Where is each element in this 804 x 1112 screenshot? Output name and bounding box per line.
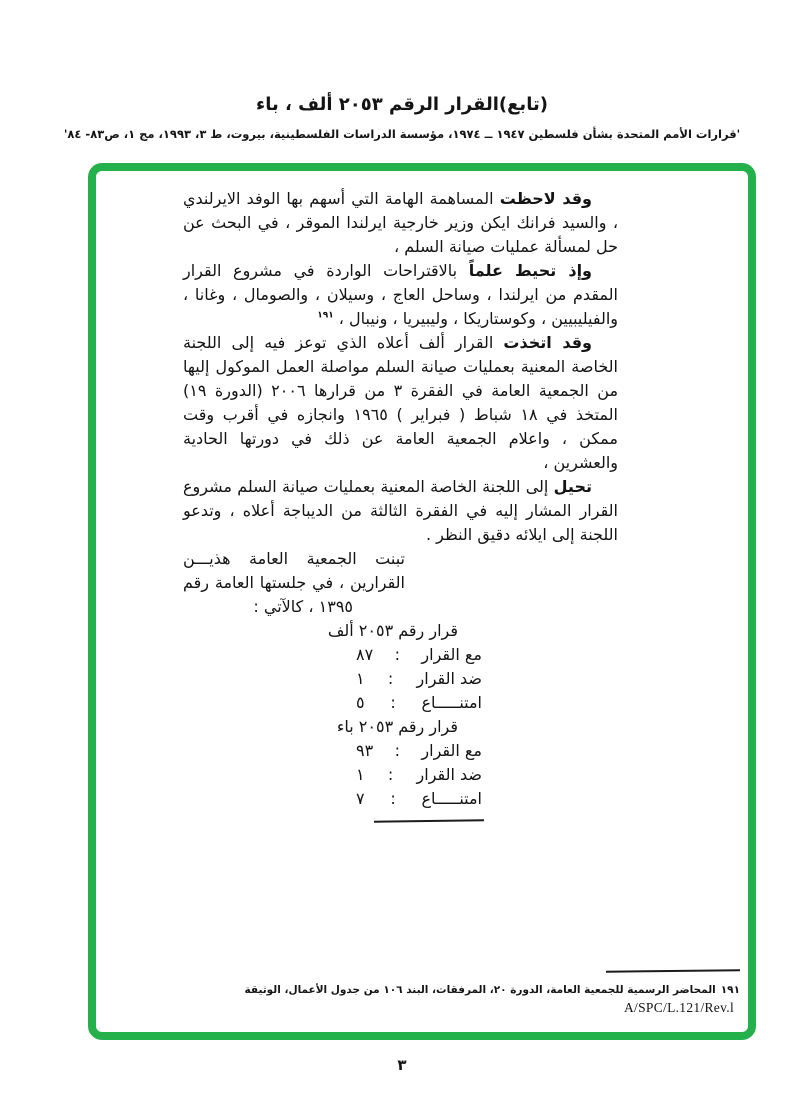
vote-label: ضد القرار [416, 669, 482, 688]
vote-label: ضد القرار [416, 765, 482, 784]
vote-label: امتنـــــاع [421, 789, 482, 808]
paragraph-text: القرار ألف أعلاه الذي توعز فيه إلى اللجنة الخاصة المعنية بعمليات صيانة السلم مواصلة العمل الموكول إليها من الجمعية العامة في الفقرة ٣ من قرارها ٢٠٠٦ (الدورة ١٩) المتخذ في ١٨ شباط ( فبراير ) ١٩٦٥ وانجازه في أقرب وقت ممكن ، واعلام الجمعية العامة عن ذلك في دورتها الحادية والعشرين ، [183, 333, 619, 472]
resolution-a-title: قرار رقم ٢٠٥٣ ألف [327, 621, 458, 640]
adoption-line: القرارين ، في جلستها العامة رقم [183, 573, 405, 592]
adoption-note [183, 547, 405, 619]
vote-value: ٥ [356, 693, 365, 712]
paragraph-text: إلى اللجنة الخاصة المعنية بعمليات صيانة السلم مشروع القرار المشار إليه في الفقرة الثالثة من الديباجة أعلاه ، وتدعو اللجنة إلى ايلائه دقيق النظر . [183, 477, 618, 544]
adoption-line: ١٣٩٥ ، كالآتي : [253, 597, 353, 616]
footnote-text: المحاضر الرسمية للجمعية العامة، الدورة ٢٠، المرفقات، البند ١٠٦ من جدول الأعمال، الوثيقة [244, 984, 716, 996]
vote-colon: : [387, 669, 394, 688]
paragraph-noted [183, 187, 618, 259]
vote-label: امتنـــــاع [421, 693, 482, 712]
footnote-reference: ١٩١ [317, 310, 334, 321]
vote-label: مع القرار [421, 741, 482, 760]
vote-value: ٧ [356, 789, 365, 808]
paragraph-refers [183, 475, 618, 547]
page-number: ٣ [397, 1056, 407, 1074]
vote-colon: : [390, 693, 396, 712]
vote-row-against [356, 667, 482, 691]
paragraph-lead: تحيل [553, 477, 592, 496]
vote-colon: : [387, 765, 394, 784]
vote-colon: : [394, 645, 400, 664]
paragraph-text: المساهمة الهامة التي أسهم بها الوفد الايرلندي ، والسيد فرانك ايكن وزير خارجية ايرلندا الموقر ، في البحث عن حل لمسألة عمليات صيانة السلم ، [183, 189, 618, 256]
green-border-frame [88, 163, 756, 1040]
adoption-line: تبنت الجمعية العامة هذيـــن [183, 549, 405, 568]
paragraph-lead: وقد لاحظت [499, 189, 592, 208]
source-citation: 'قرارات الأمم المتحدة بشأن فلسطين ١٩٤٧ ــ ١٩٧٤، مؤسسة الدراسات الفلسطينية، بيروت، ط ٣، ١٩٩٣، مج ١، ص٨٣- ٨٤' [63, 127, 741, 141]
vote-row-abstain [356, 787, 482, 811]
vote-row-with [356, 643, 482, 667]
vote-value: ٩٣ [356, 741, 374, 760]
resolution-b-title: قرار رقم ٢٠٥٣ باء [336, 717, 458, 736]
footnote-rule [606, 969, 740, 972]
footnote-marker: ١٩١ [720, 984, 740, 996]
vote-row-against [356, 763, 482, 787]
paragraph-text: بالاقتراحات الواردة في مشروع القرار المقدم من ايرلندا ، وساحل العاج ، وسيلان ، والصومال ، وغانا ، والفيليبيين ، وكوستاريكا ، وليبيريا ، ونيبال ، [183, 261, 618, 328]
vote-row-abstain [356, 691, 482, 715]
body-text-column [183, 187, 618, 822]
document-title: (تابع)القرار الرقم ٢٠٥٣ ألف ، باء [256, 94, 548, 115]
paragraph-adopted-resolution [183, 331, 618, 475]
vote-label: مع القرار [421, 645, 482, 664]
page-header [0, 94, 804, 141]
vote-row-with [356, 739, 482, 763]
vote-colon: : [394, 741, 400, 760]
vote-value: ٨٧ [356, 645, 374, 664]
vote-colon: : [390, 789, 396, 808]
vote-value: ١ [356, 669, 365, 688]
footnote [245, 984, 740, 996]
paragraph-taking-note [183, 259, 618, 331]
un-document-reference: A/SPC/L.121/Rev.l [624, 1000, 734, 1015]
paragraph-lead: وإذ تحيط علماً [468, 261, 592, 280]
vote-value: ١ [356, 765, 365, 784]
paragraph-lead: وقد اتخذت [503, 333, 592, 352]
section-end-rule [374, 819, 484, 823]
